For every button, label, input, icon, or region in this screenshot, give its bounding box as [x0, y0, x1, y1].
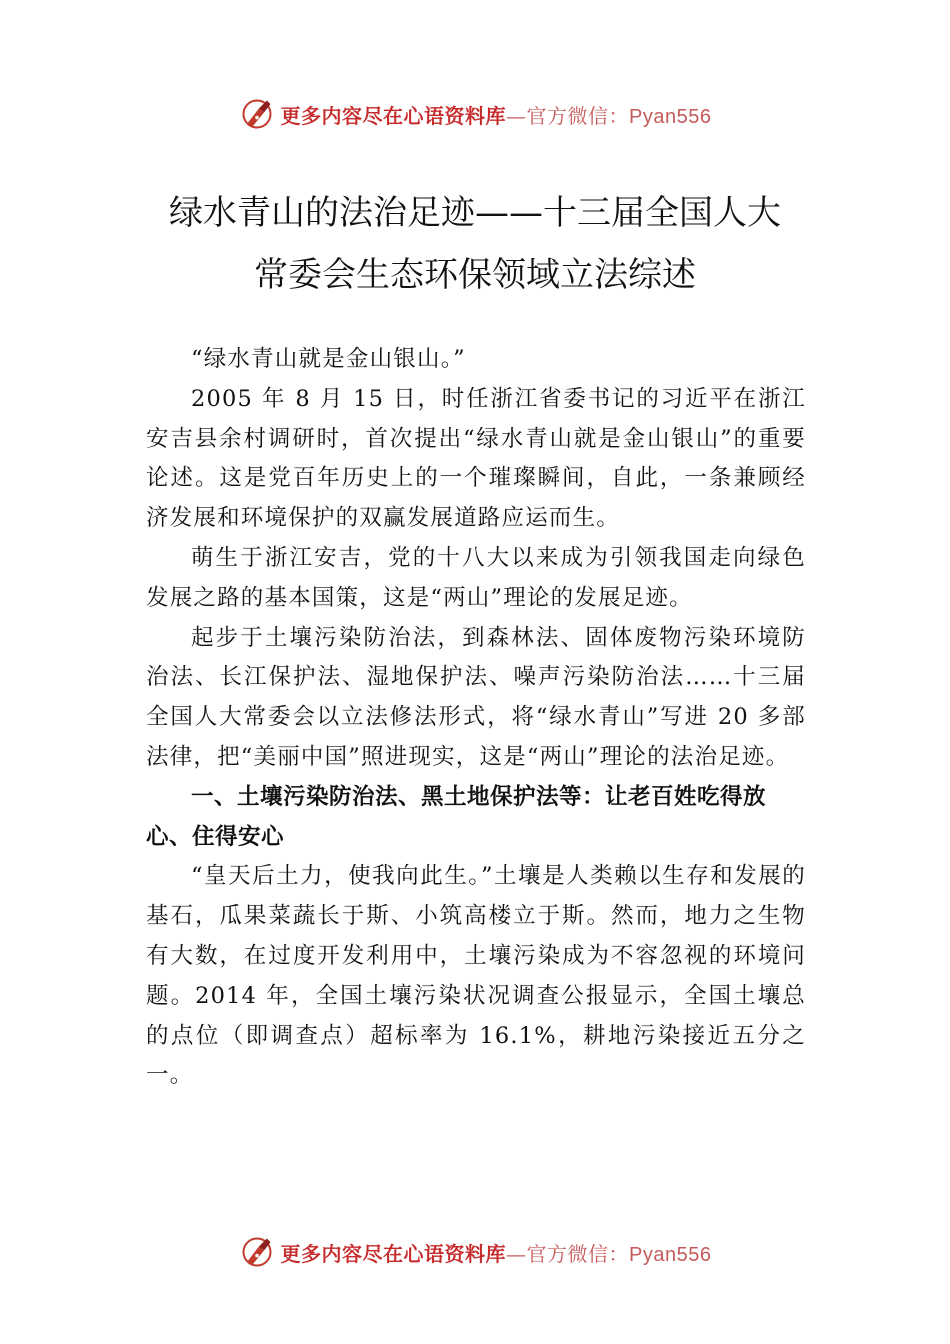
paragraph: “皇天后土力，使我向此生。”土壤是人类赖以生存和发展的基石，瓜果菜蔬长于斯、小筑高楼立于斯。然而，地力之生物有大数，在过度开发利用中，土壤污染成为不容忽视的环境问题。2014 年，全国土壤污染状况调查公报显示，全国土壤总的点位（即调查点）超标率为 16.1%，耕地污染接近五分之一。 [146, 863, 806, 1089]
watermark-main: 更多内容尽在心语资料库 [280, 103, 507, 128]
watermark-text [281, 100, 712, 129]
footer-watermark [0, 1230, 950, 1274]
pen-nib-logo-icon [239, 1234, 275, 1270]
paragraph-quote: “绿水青山就是金山银山。” [191, 346, 466, 372]
watermark-wechat-id: Pyan556 [629, 105, 712, 128]
title-line-2: 常委会生态环保领域立法综述 [254, 255, 696, 295]
watermark-dash: — [506, 1241, 527, 1266]
document-body [146, 340, 806, 1096]
watermark-official: 官方微信： [526, 1241, 630, 1266]
paragraph: 起步于土壤污染防治法，到森林法、固体废物污染环境防治法、长江保护法、湿地保护法、噪声污染防治法……十三届全国人大常委会以立法修法形式，将“绿水青山”写进 20 多部法律，把“美丽中国”照进现实，这是“两山”理论的法治足迹。 [146, 624, 806, 770]
watermark-text [281, 1238, 712, 1267]
paragraph: 2005 年 8 月 15 日，时任浙江省委书记的习近平在浙江安吉县余村调研时，首次提出“绿水青山就是金山银山”的重要论述。这是党百年历史上的一个璀璨瞬间，自此，一条兼顾经济发展和环境保护的双赢发展道路应运而生。 [146, 385, 806, 532]
document-title [120, 182, 830, 306]
header-watermark [0, 92, 950, 136]
watermark-main: 更多内容尽在心语资料库 [280, 1241, 507, 1266]
watermark-wechat-id: Pyan556 [629, 1243, 712, 1266]
watermark-official: 官方微信： [526, 103, 630, 128]
watermark-dash: — [506, 103, 527, 128]
section-heading: 一、土壤污染防治法、黑土地保护法等：让老百姓吃得放心、住得安心 [146, 783, 767, 850]
paragraph: 萌生于浙江安吉，党的十八大以来成为引领我国走向绿色发展之路的基本国策，这是“两山”理论的发展足迹。 [146, 544, 806, 611]
title-line-1: 绿水青山的法治足迹——十三届全国人大 [169, 193, 781, 233]
pen-nib-logo-icon [239, 96, 275, 132]
